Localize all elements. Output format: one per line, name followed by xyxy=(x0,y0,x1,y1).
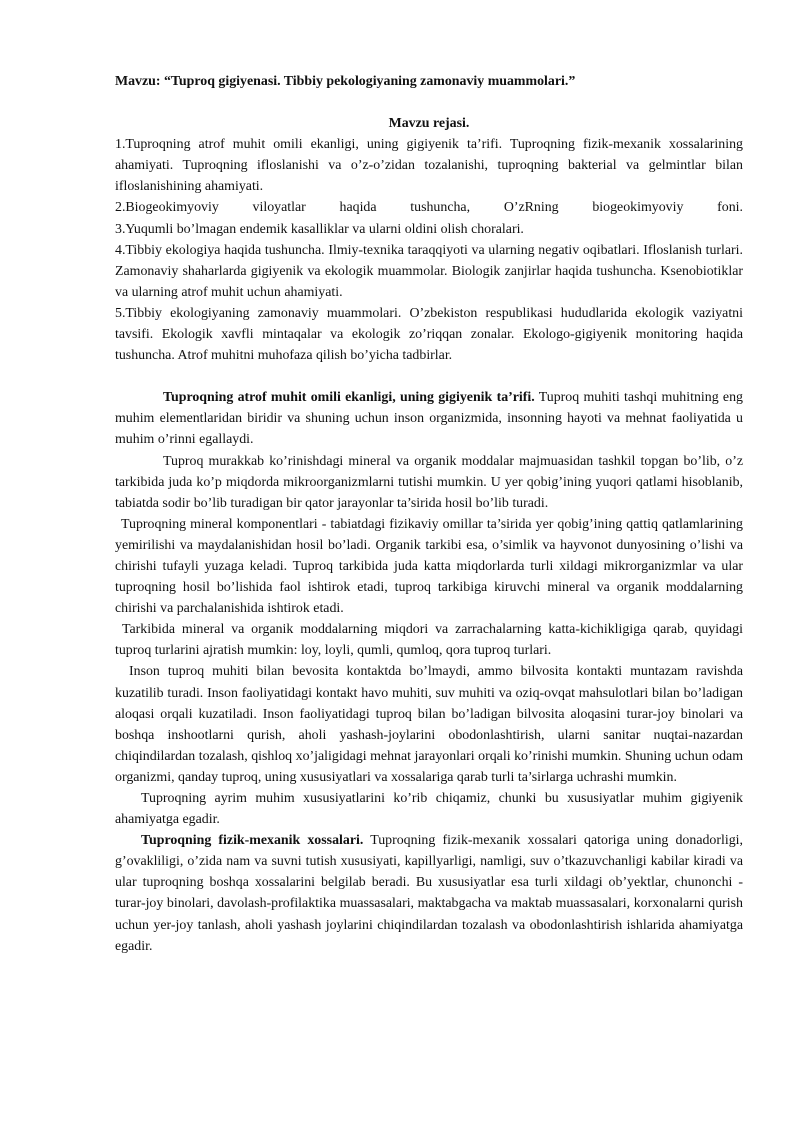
body-paragraph-5: Tuproqning ayrim muhim xususiyatlarini ko’rib chiqamiz, chunki bu xususiyatlar muhim gigiyenik ahamiyatga egadir. xyxy=(115,791,743,828)
spacer xyxy=(115,92,743,113)
section2-heading: Tuproqning fizik-mexanik xossalari. xyxy=(141,833,364,849)
plan-item-5: 5.Tibbiy ekologiyaning zamonaviy muammolari. O’zbekiston respublikasi hududlarida ekologik vaziyatni tavsifi. Ekologik xavfli mintaqalar va ekologik zo’riqqan zonalar. Ekologo-gigiyenik monitoring haqida tushuncha. Atrof muhitni muhofaza qilish bo’yicha tadbirlar. xyxy=(115,305,743,364)
section2-paragraph xyxy=(115,830,743,957)
section1-intro: Tuproq muhiti tashqi muhitning eng muhim elementlaridan biridir va shuning uchun inson organizmida, insonning hayoti va mehnat faoliyatida u muhim o’rinni egallaydi. xyxy=(115,390,743,448)
plan-item-2: 2.Biogeokimyoviy viloyatlar haqida tushuncha, O’zRning biogeokimyoviy foni. xyxy=(115,200,743,216)
section1-paragraph xyxy=(115,387,743,450)
body-paragraph-1: Tuproq murakkab ko’rinishdagi mineral va organik moddalar majmuasidan tashkil topgan bo’lib, o’z tarkibida juda ko’p miqdorda mikroorganizmlarni tutishi mumkin. U yer qobig’ining yuqori qatlami hisoblanib, tabiatda sodir bo’lib turadigan bir qator jarayonlar ta’sirida hosil bo’lib turadi. xyxy=(115,453,743,511)
section2-text: Tuproqning fizik-mexanik xossalari qatoriga uning donadorligi, g’ovakliligi, o’zida nam va suvni tutish xususiyati, kapillyarligi, namligi, suv o’tkazuvchanligi kabilar kiradi va ular tuproqning boshqa xossalarini belgilab beradi. Bu xususiyatlar esa turli xildagi ob’yektlar, chunonchi - turar-joy binolari, davolash-profilaktika muassasalari, maktabgacha va maktab muassasalari, korxonalarni qurish uchun yer-joy tanlash, aholi yashash joylarini chiqindilardan tozalash va obodonlashtirish ishlarida ahamiyatga egadir. xyxy=(115,833,743,954)
plan-item-1: 1.Tuproqning atrof muhit omili ekanligi, uning gigiyenik ta’rifi. Tuproqning fizik-mexanik xossalarining ahamiyati. Tuproqning ifloslanishi va o’z-o’zidan tozalanishi, tuproqning bakterial va gelmintlar bilan ifloslanishining ahamiyati. xyxy=(115,137,743,195)
plan-title: Mavzu rejasi. xyxy=(388,116,470,132)
body-paragraph-3: Tarkibida mineral va organik moddalarning miqdori va zarrachalarning katta-kichikligiga qarab, quyidagi tuproq turlarini ajratish mumkin: loy, loyli, qumli, qumloq, qora tuproq turlari. xyxy=(115,622,743,659)
topic-title: Mavzu: “Tuproq gigiyenasi. Tibbiy pekologiyaning zamonaviy muammolari.” xyxy=(115,74,576,89)
body-paragraph-2: Tuproqning mineral komponentlari - tabiatdagi fizikaviy omillar ta’sirida yer qobig’ining qattiq qatlamlarining yemirilishi va maydalanishidan hosil bo’ladi. Organik tarkibi esa, o’simlik va hayvonot dunyosining o’lishi va chirishi tufayli yuzaga keladi. Tuproq tarkibida juda katta miqdorlarda turli xildagi mikrorganizmlar va ular tuproqning hosil bo’lishida faol ishtirok etadi, tuproq tarkibiga kiruvchi mineral va organik moddalarning chirishi va parchalanishida ishtirok etadi. xyxy=(115,516,743,617)
spacer xyxy=(115,366,743,387)
document-body xyxy=(115,71,743,957)
section1-heading: Tuproqning atrof muhit omili ekanligi, uning gigiyenik ta’rifi. xyxy=(163,390,535,406)
body-paragraph-4: Inson tuproq muhiti bilan bevosita kontaktda bo’lmaydi, ammo bilvosita kontakti muntazam ravishda kuzatilib turadi. Inson faoliyatidagi kontakt havo muhiti, suv muhiti va oziq-ovqat mahsulotlari bilan bo’ladigan aloqasi orqali kuzatiladi. Inson faoliyatidagi tuproq bilan bo’ladigan bilvosita aloqasini turar-joy binolari va boshqa inshootlarni qurish, aholi yashash-joylarini obodonlashtirish, ularni sanitar nuqtai-nazardan chiqindilardan tozalash, qishloq xo’jaligidagi mehnat jarayonlari orqali ko’rinishi mumkin. Shuning uchun odam organizmi, qanday tuproq, uning xususiyatlari va xossalariga qarab turli ta’sirlarga uchrashi mumkin. xyxy=(115,664,743,785)
plan-item-3: 3.Yuqumli bo’lmagan endemik kasalliklar va ularni oldini olish choralari. xyxy=(115,221,524,237)
plan-item-4: 4.Tibbiy ekologiya haqida tushuncha. Ilmiy-texnika taraqqiyoti va ularning negativ oqibatlari. Ifloslanish turlari. Zamonaviy shaharlarda gigiyenik va ekologik muammolar. Biologik zanjirlar haqida tushuncha. Ksenobiotiklar va ularning atrof muhit uchun ahamiyati. xyxy=(115,242,743,300)
